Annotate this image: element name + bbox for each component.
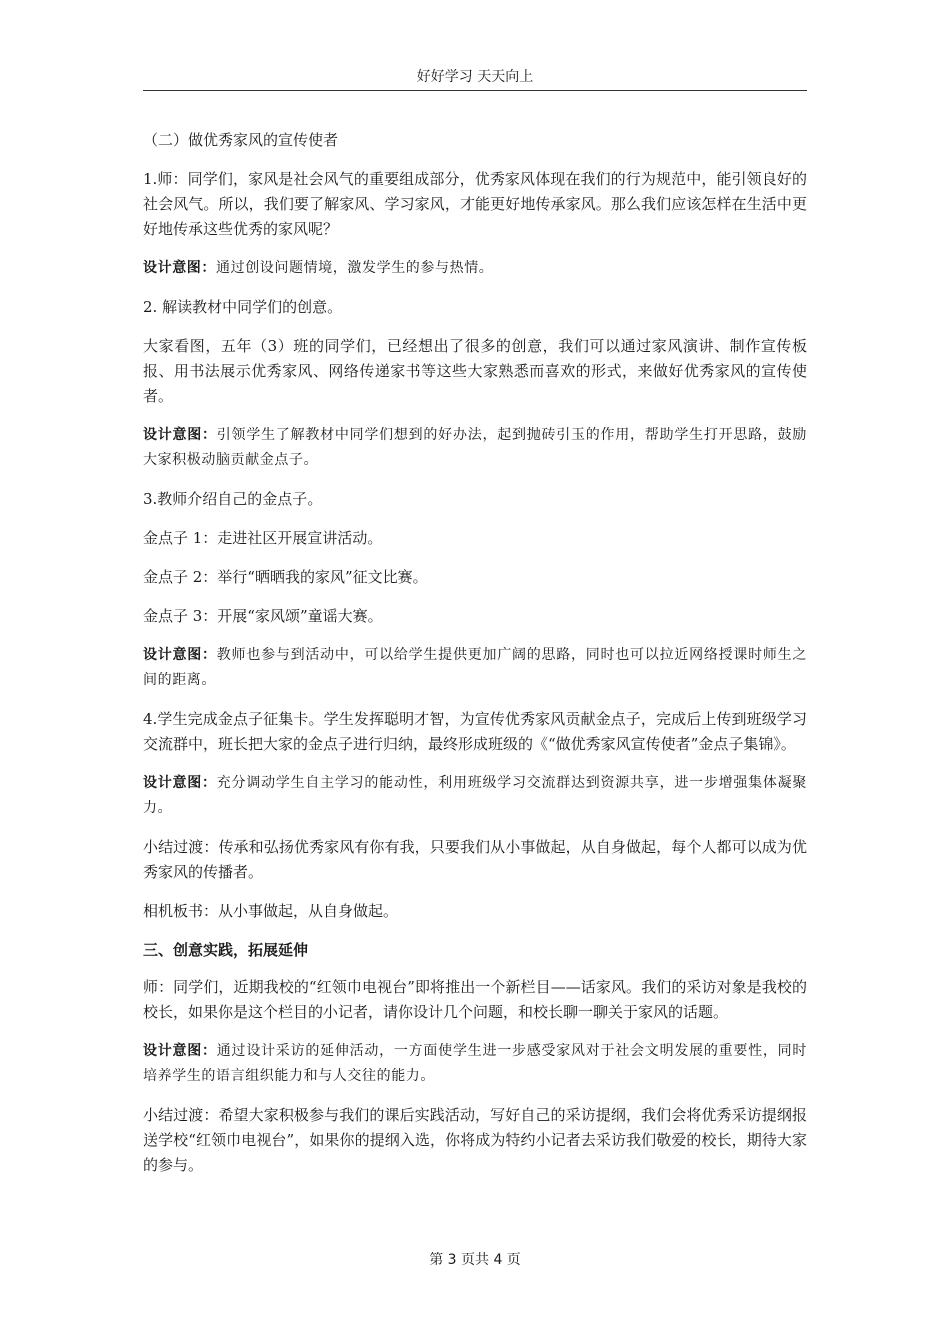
document-body	[143, 128, 807, 1192]
design-intent-text: 通过创设问题情境，激发学生的参与热情。	[216, 260, 494, 276]
section-heading: 三、创意实践，拓展延伸	[143, 941, 309, 959]
design-intent-paragraph	[143, 1039, 807, 1089]
design-intent-label: 设计意图：	[143, 260, 216, 276]
body-paragraph: 相机板书：从小事做起，从自身做起。	[143, 902, 399, 920]
design-intent-text: 通过设计采访的延伸活动，一方面使学生进一步感受家风对于社会文明发展的重要性，同时培养学生的语言组织能力和与人交往的能力。	[143, 1043, 807, 1084]
design-intent-paragraph	[143, 643, 807, 693]
design-intent-paragraph	[143, 771, 807, 821]
body-paragraph: 3.教师介绍自己的金点子。	[143, 490, 323, 508]
design-intent-label: 设计意图：	[143, 427, 217, 443]
body-paragraph: 金点子 3：开展“家风颂”童谣大赛。	[143, 607, 383, 625]
design-intent-text: 教师也参与到活动中，可以给学生提供更加广阔的思路，同时也可以拉近网络授课时师生之间的距离。	[143, 647, 807, 688]
body-paragraph: 师：同学们，近期我校的“红领巾电视台”即将推出一个新栏目——话家风。我们的采访对象是我校的校长，如果你是这个栏目的小记者，请你设计几个问题，和校长聊一聊关于家风的话题。	[143, 978, 807, 1021]
body-paragraph: 大家看图，五年（3）班的同学们，已经想出了很多的创意，我们可以通过家风演讲、制作宣传板报、用书法展示优秀家风、网络传递家书等这些大家熟悉而喜欢的形式，来做好优秀家风的宣传使者。	[143, 337, 807, 405]
design-intent-text: 引领学生了解教材中同学们想到的好办法，起到抛砖引玉的作用，帮助学生打开思路，鼓励大家积极动脑贡献金点子。	[143, 427, 807, 468]
body-paragraph: 4.学生完成金点子征集卡。学生发挥聪明才智，为宣传优秀家风贡献金点子，完成后上传到班级学习交流群中，班长把大家的金点子进行归纳，最终形成班级的《“做优秀家风宣传使者”金点子集锦》。	[143, 710, 807, 753]
body-paragraph: 小结过渡：传承和弘扬优秀家风有你有我，只要我们从小事做起，从自身做起，每个人都可以成为优秀家风的传播者。	[143, 838, 807, 881]
body-paragraph: 小结过渡：希望大家积极参与我们的课后实践活动，写好自己的采访提纲，我们会将优秀采访提纲报送学校“红领巾电视台”，如果你的提纲入选，你将成为特约小记者去采访我们敬爱的校长，期待大家的参与。	[143, 1106, 807, 1174]
design-intent-paragraph	[143, 256, 807, 281]
body-paragraph: 金点子 1：走进社区开展宣讲活动。	[143, 529, 383, 547]
body-paragraph: 金点子 2：举行“晒晒我的家风”征文比赛。	[143, 568, 428, 586]
design-intent-text: 充分调动学生自主学习的能动性，利用班级学习交流群达到资源共享，进一步增强集体凝聚力。	[143, 775, 807, 816]
design-intent-label: 设计意图：	[143, 1043, 217, 1059]
body-paragraph: （二）做优秀家风的宣传使者	[143, 131, 339, 149]
page-footer: 第 3 页共 4 页	[429, 1252, 521, 1268]
design-intent-label: 设计意图：	[143, 775, 217, 791]
body-paragraph: 2. 解读教材中同学们的创意。	[143, 298, 343, 316]
design-intent-label: 设计意图：	[143, 647, 217, 663]
body-paragraph: 1.师：同学们，家风是社会风气的重要组成部分，优秀家风体现在我们的行为规范中，能引领良好的社会风气。所以，我们要了解家风、学习家风，才能更好地传承家风。那么我们应该怎样在生活中更好地传承这些优秀的家风呢？	[143, 170, 807, 238]
design-intent-paragraph	[143, 423, 807, 473]
page-header: 好好学习 天天向上	[143, 66, 807, 91]
